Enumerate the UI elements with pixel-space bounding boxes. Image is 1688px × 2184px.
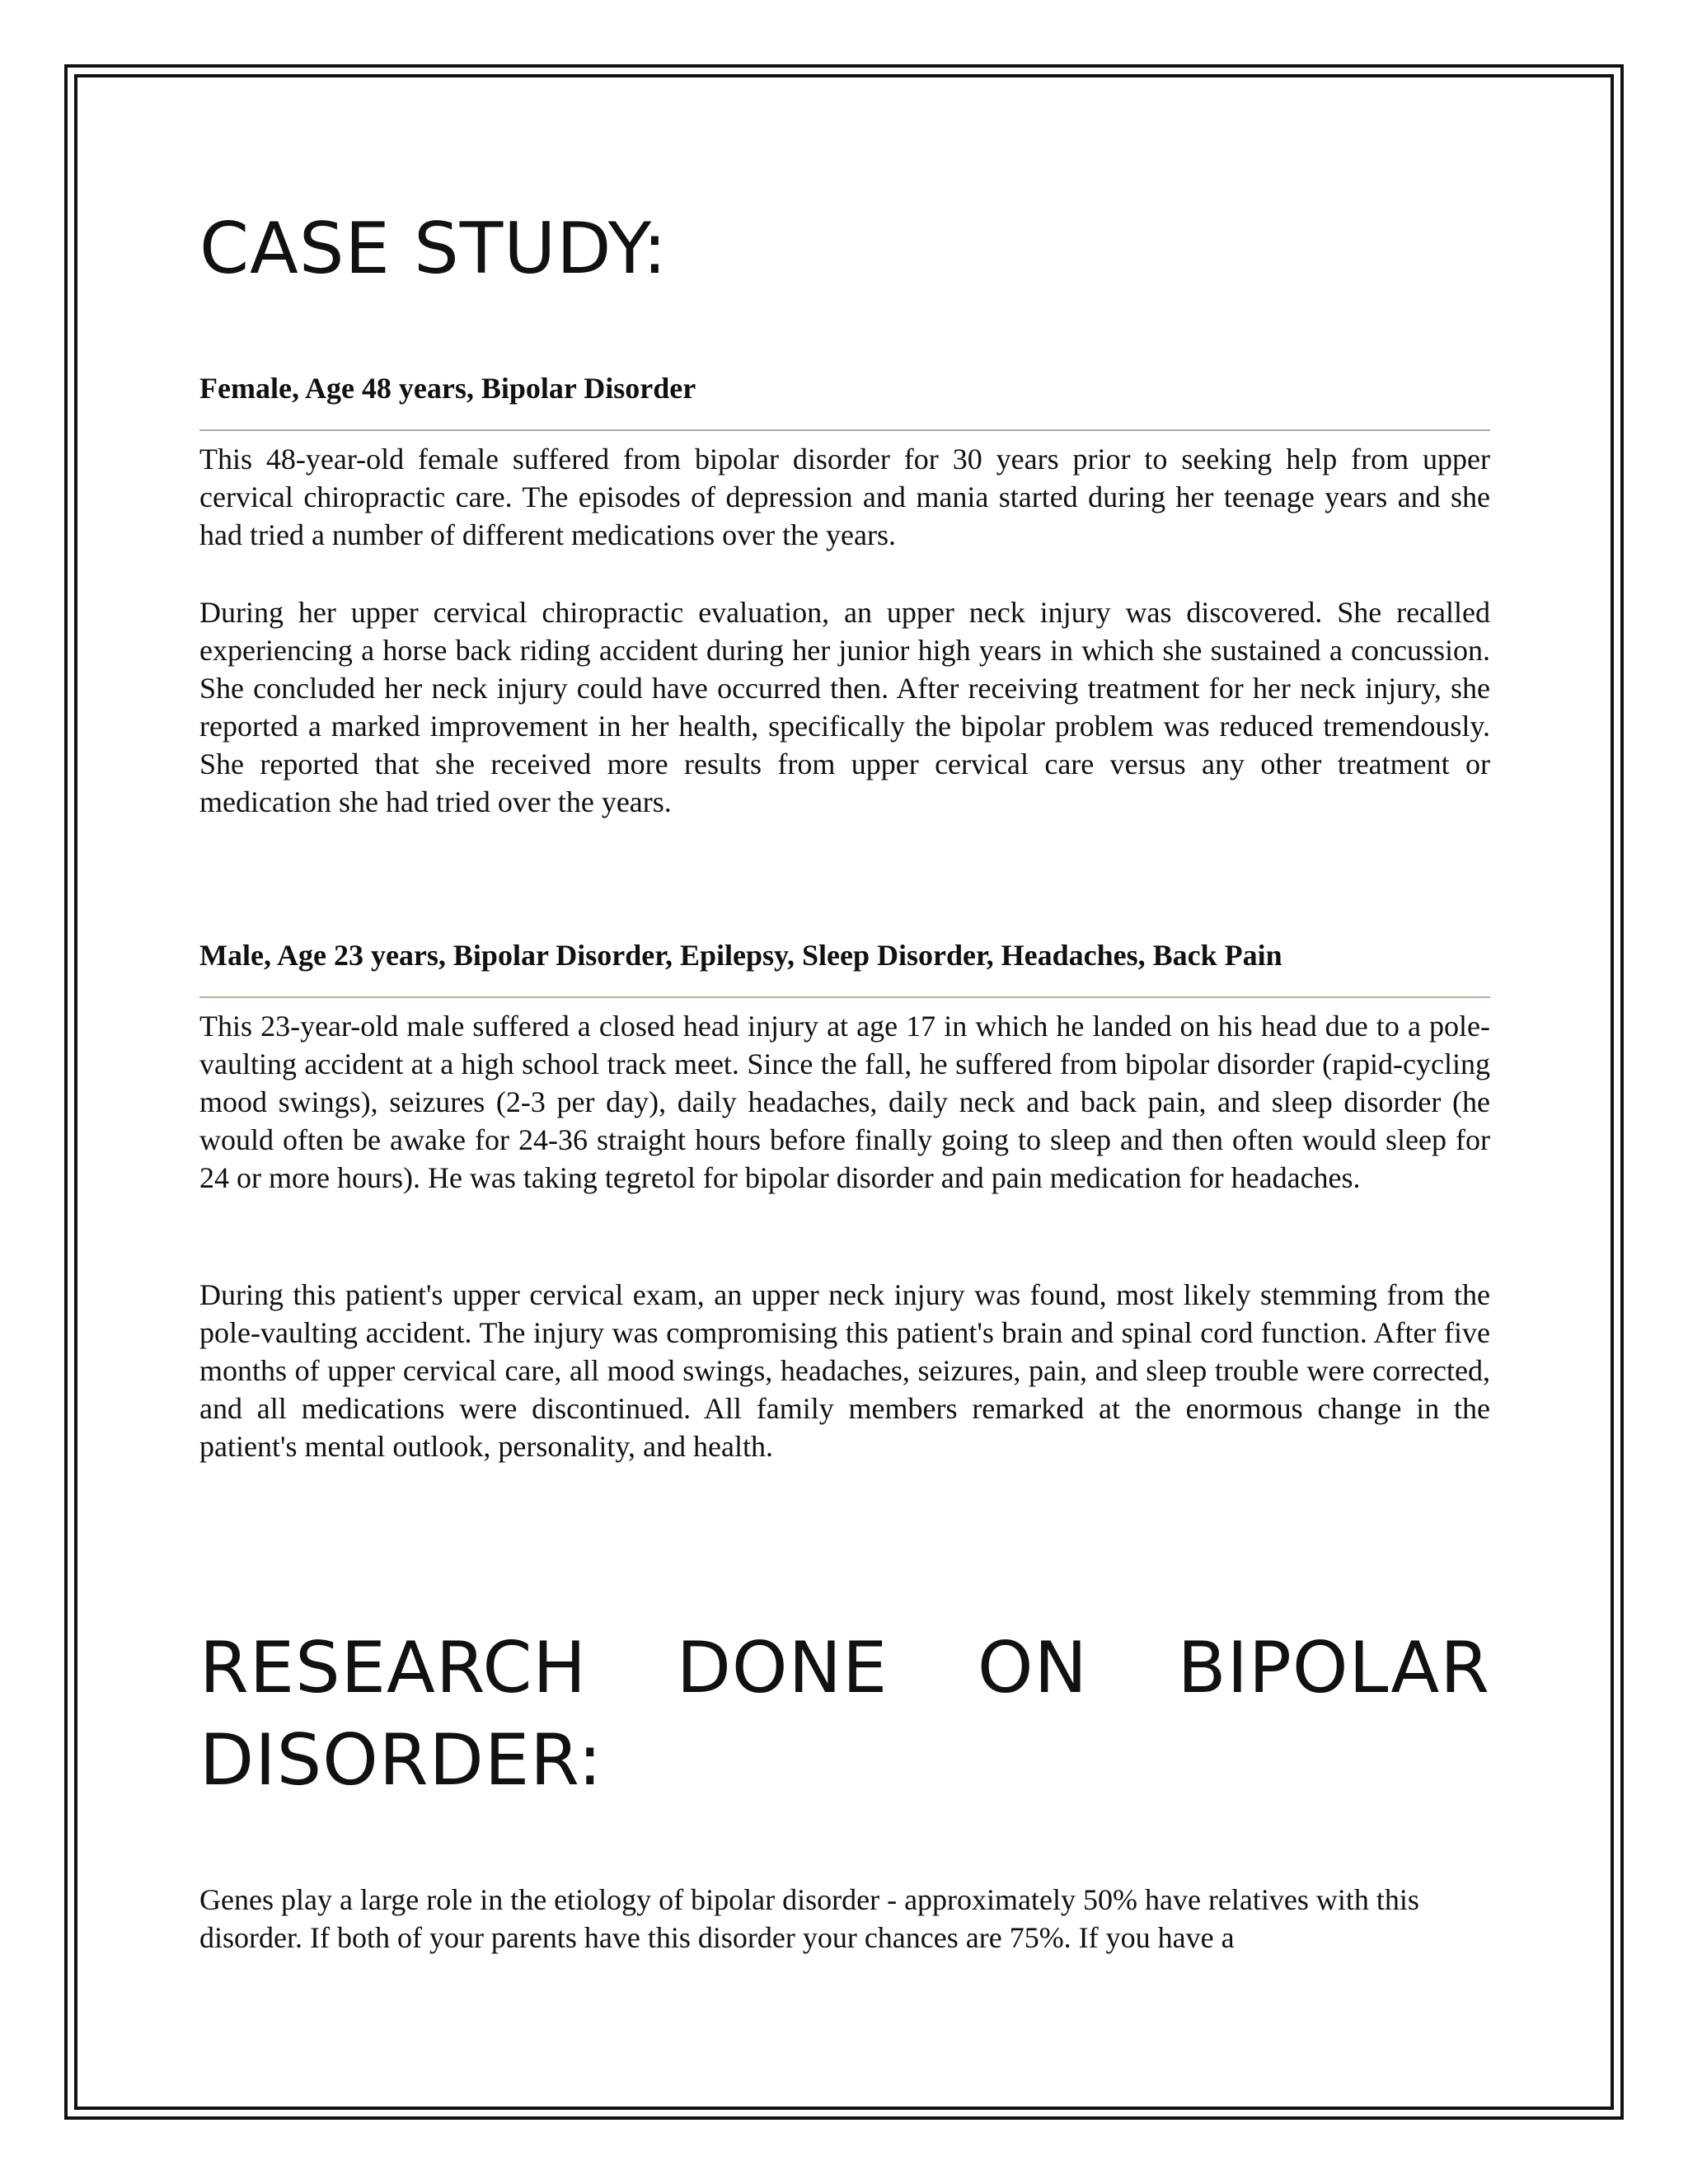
research-paragraph: Genes play a large role in the etiology of bipolar disorder - approximately 50% have relatives with this disorder. If both of your parents have this disorder your chances are 75%. If you have a <box>199 1883 1419 1954</box>
case-study-heading: CASE STUDY: <box>199 208 668 290</box>
case-1-paragraph-1: This 48-year-old female suffered from bipolar disorder for 30 years prior to seeking help from upper cervical chiropractic care. The episodes of depression and mania started during her teenage years and she had tried a number of different medications over the years. <box>199 443 1490 551</box>
research-heading: RESEARCH DONE ON BIPOLAR DISORDER: <box>199 1627 1490 1802</box>
case-2-paragraph-1: This 23-year-old male suffered a closed head injury at age 17 in which he landed on his head due to a pole-vaulting accident at a high school track meet. Since the fall, he suffered from bipolar disorder (rapid-cycling mood swings), seizures (2-3 per day), daily headaches, daily neck and back pain, and sleep disorder (he would often be awake for 24-36 straight hours before finally going to sleep and then often would sleep for 24 or more hours). He was taking tegretol for bipolar disorder and pain medication for headaches. <box>199 1010 1490 1194</box>
case-1-paragraph-2: During her upper cervical chiropractic evaluation, an upper neck injury was discovered. She recalled experiencing a horse back riding accident during her junior high years in which she sustained a concussion. She concluded her neck injury could have occurred then. After receiving treatment for her neck injury, she reported a marked improvement in her health, specifically the bipolar problem was reduced tremendously. She reported that she received more results from upper cervical care versus any other treatment or medication she had tried over the years. <box>199 596 1490 818</box>
case-1-title: Female, Age 48 years, Bipolar Disorder <box>199 372 696 405</box>
case-2-divider <box>199 996 1490 998</box>
case-2-title: Male, Age 23 years, Bipolar Disorder, Epilepsy, Sleep Disorder, Headaches, Back Pain <box>199 939 1282 972</box>
case-1-divider <box>199 429 1490 431</box>
case-2-paragraph-2: During this patient's upper cervical exam, an upper neck injury was found, most likely stemming from the pole-vaulting accident. The injury was compromising this patient's brain and spinal cord function. After five months of upper cervical care, all mood swings, headaches, seizures, pain, and sleep trouble were corrected, and all medications were discontinued. All family members remarked at the enormous change in the patient's mental outlook, personality, and health. <box>199 1278 1490 1463</box>
